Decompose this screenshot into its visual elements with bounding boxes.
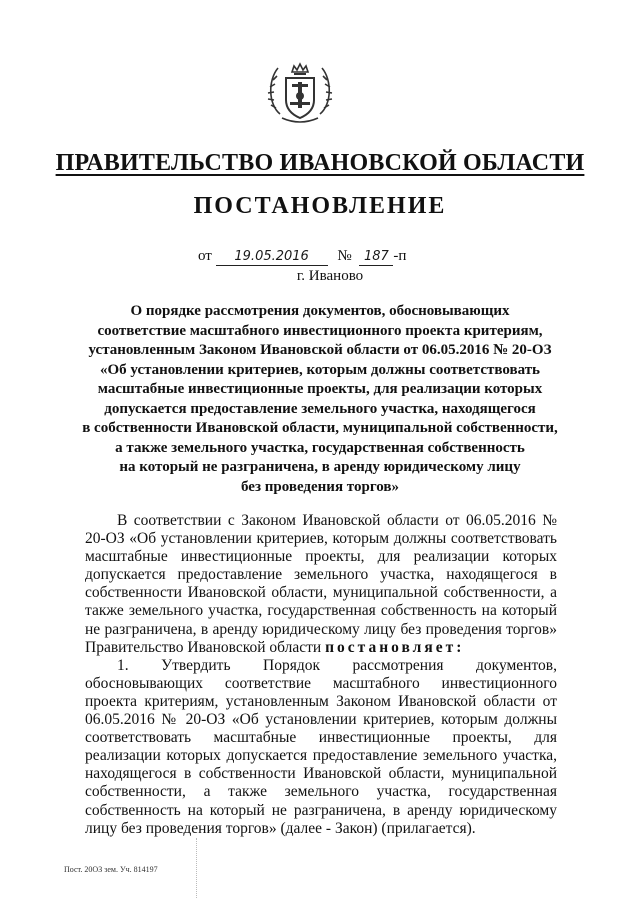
footer-note: Пост. 20ОЗ зем. Уч. 814197 (64, 865, 158, 874)
number-label: № (337, 248, 352, 264)
coat-of-arms-icon (266, 56, 334, 128)
city: г. Иваново (296, 268, 364, 284)
scan-artifact (196, 838, 198, 898)
subject-line: на который не разграничена, в аренду юридическому лицу (119, 459, 521, 475)
subject-line: «Об установлении критериев, которым должны соответствовать (99, 361, 540, 378)
subject-line: О порядке рассмотрения документов, обосновывающих (130, 303, 510, 319)
subject-line: соответствие масштабного инвестиционного проекта критериям, (97, 322, 543, 339)
subject-line: допускается предоставление земельного участка, находящегося (104, 400, 536, 417)
document-body (85, 512, 557, 838)
from-label: от (198, 248, 212, 264)
document-number: 187 (359, 249, 393, 266)
subject-line: установленным Законом Ивановской области от 06.05.2016 № 20-ОЗ (88, 342, 552, 358)
subject-line: масштабные инвестиционные проекты, для реализации которых (97, 381, 543, 397)
clause-paragraph: 1. Утвердить Порядок рассмотрения документов, обосновывающих соответствие масштабного инвестиционного проекта критериям, установленным Законом Ивановской области от 06.05.2016 № 20-ОЗ «Об установлении критериев, которым должны соответствовать масштабные инвестиционные проекты, для реализации которых допускается предоставление земельного участка, находящегося в собственности Ивановской области, муниципальной собственности, а также земельного участка, государственная собственность на который не разграничена, в аренду юридическому лицу без проведения торгов» (далее - Закон) (прилагается). (85, 656, 557, 837)
decree-word: постановляет: (325, 638, 465, 656)
subject-line: а также земельного участка, государственная собственность (115, 439, 525, 456)
document-date: 19.05.2016 (216, 249, 328, 266)
preamble-text: В соответствии с Законом Ивановской области от 06.05.2016 № 20-ОЗ «Об установлении критериев, которым должны соответствовать масштабные инвестиционные проекты, для реализации которых допускается предоставление земельного участка, находящегося в собственности Ивановской области, муниципальной собственности, а также земельного участка, государственная собственность на который не разграничена, в аренду юридическому лицу без проведения торгов» Правительство Ивановской области (85, 512, 557, 656)
document-subject (60, 302, 580, 497)
document-details (198, 248, 406, 266)
government-title: ПРАВИТЕЛЬСТВО ИВАНОВСКОЙ ОБЛАСТИ (55, 150, 585, 176)
number-suffix: -п (393, 248, 407, 264)
subject-line: без проведения торгов» (241, 478, 399, 495)
document-type: ПОСТАНОВЛЕНИЕ (193, 193, 447, 219)
subject-line: в собственности Ивановской области, муниципальной собственности, (82, 420, 558, 436)
preamble-paragraph (85, 512, 557, 657)
